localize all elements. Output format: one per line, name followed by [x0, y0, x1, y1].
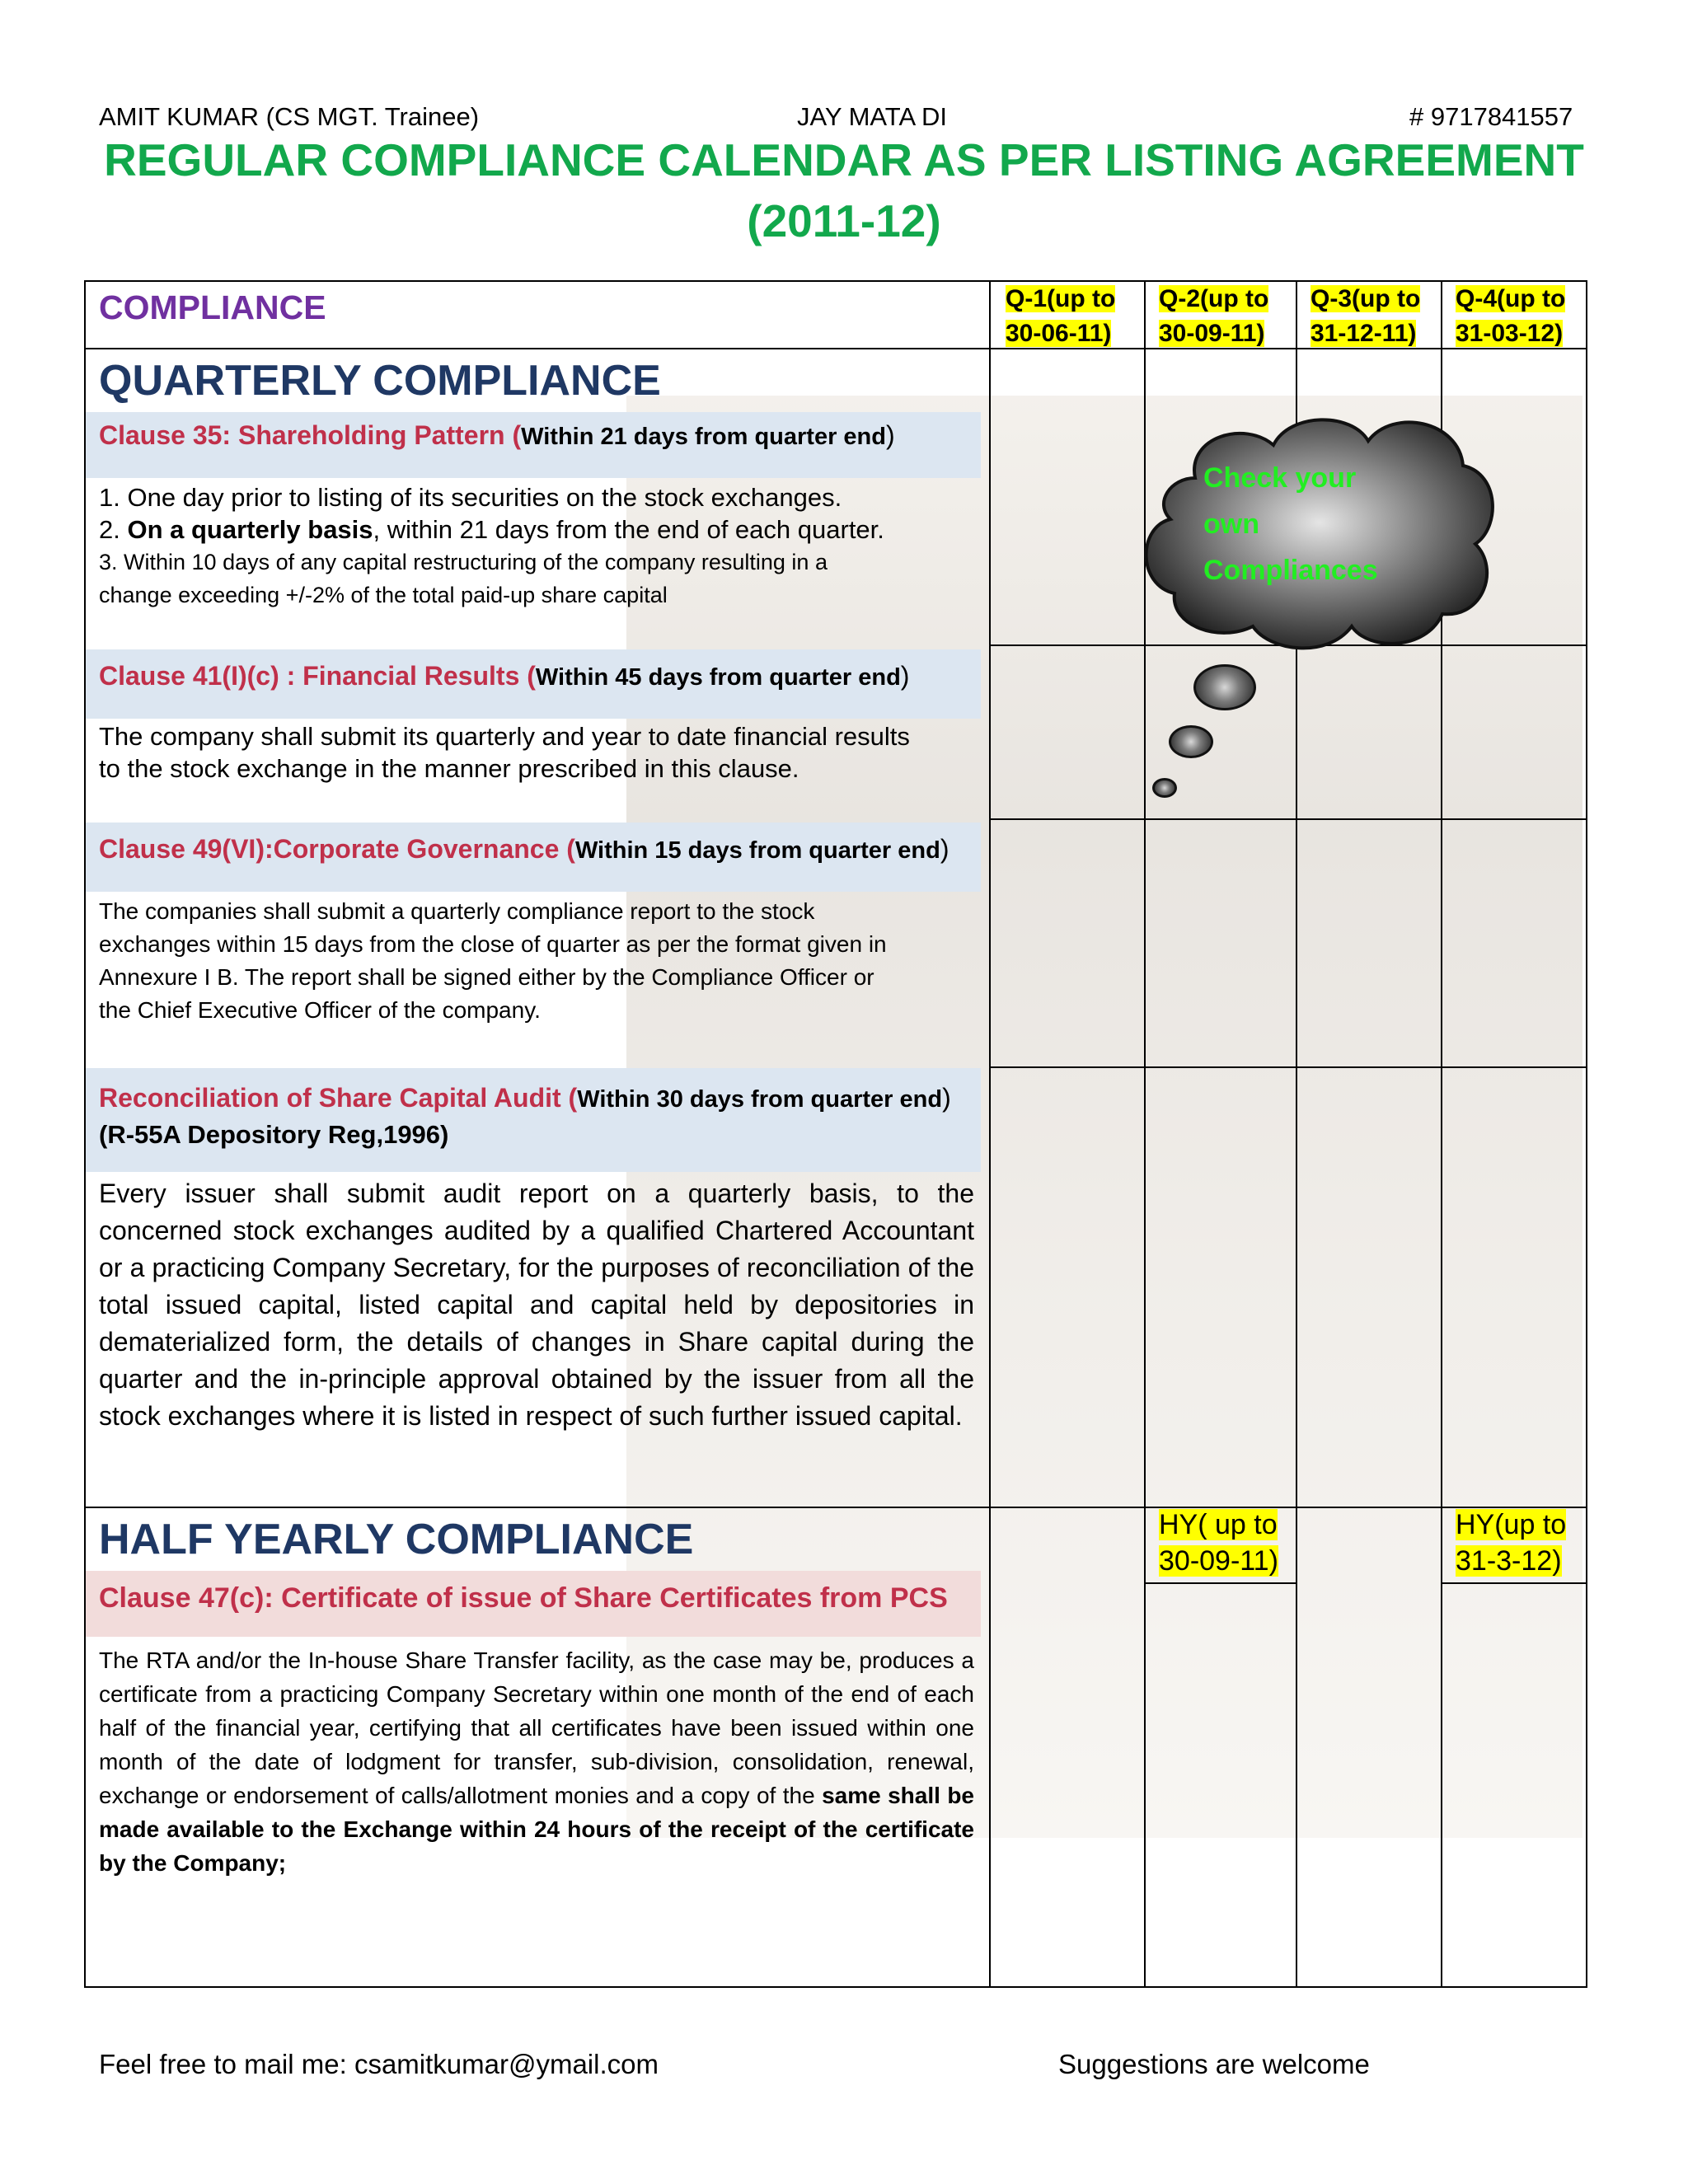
clause41-heading: Clause 41(I)(c) : Financial Results (Within 45 days from quarter end) [86, 649, 981, 719]
header-motto: JAY MATA DI [797, 102, 948, 131]
table-border-right [1586, 280, 1587, 1988]
reconciliation-heading: Reconciliation of Share Capital Audit (Within 30 days from quarter end) (R-55A Depository Reg,1996) [86, 1068, 981, 1172]
clause49-body: The companies shall submit a quarterly compliance report to the stock exchanges within 15 days from the close of quarter as per the format given in Annexure I B. The report shall be signed either by the Compliance Officer or the Chief Executive Officer of the company. [99, 898, 887, 1023]
cloud-text: Check your own Compliances [1203, 462, 1378, 586]
row-divider-halfyearly [84, 1507, 1587, 1508]
compliance-column-header: COMPLIANCE [99, 288, 326, 326]
clause47-heading: Clause 47(c): Certificate of issue of Share Certificates from PCS [86, 1571, 981, 1637]
clause49-heading: Clause 49(VI):Corporate Governance (Within 15 days from quarter end) [86, 823, 981, 892]
clause41-body: The company shall submit its quarterly and year to date financial results to the stock exchange in the manner prescribed in this clause. [99, 722, 910, 783]
page-title-year: (2011-12) [747, 195, 941, 246]
clause47-body: The RTA and/or the In-house Share Transfer facility, as the case may be, produces a certificate from a practicing Company Secretary within one month of the end of each half of the financial year, certifying that all certificates have been issued within one month of the date of lodgment for transfer, sub-division, consolidation, renewal, exchange or endorsement of calls/allotment monies and a copy of the same shall be made available to the Exchange within 24 hours of the receipt of the certificate by the Company; [99, 1647, 974, 1876]
row-divider-2 [989, 818, 1587, 820]
hy-header-2: HY(up to 31-3-12) [1456, 1509, 1567, 1577]
column-divider-q1 [989, 280, 991, 1988]
hy-header-1: HY( up to 30-09-11) [1159, 1509, 1278, 1577]
author-name: AMIT KUMAR (CS MGT. Trainee) [99, 102, 480, 131]
footer-contact: Feel free to mail me: csamitkumar@ymail.com [99, 2049, 659, 2079]
thought-bubble-large-icon [1193, 664, 1256, 710]
clause35-heading: Clause 35: Shareholding Pattern (Within 21 days from quarter end) [86, 412, 981, 478]
quarter-header-q2: Q-2(up to 30-09-11) [1159, 285, 1269, 347]
quarter-header-q1: Q-1(up to 30-06-11) [1006, 285, 1116, 347]
page-title: REGULAR COMPLIANCE CALENDAR AS PER LISTING AGREEMENT [104, 134, 1584, 185]
thought-bubble-small-icon [1152, 778, 1177, 798]
reconciliation-body: Every issuer shall submit audit report on a quarterly basis, to the concerned stock exchanges audited by a qualified Chartered Accountant or a practicing Company Secretary, for the purposes of reconciliation of the total issued capital, listed capital and capital held by depositories in dematerialized form, the details of changes in Share capital during the quarter and the in-principle approval obtained by the issuer from all the stock exchanges where it is listed in respect of such further issued capital. [99, 1179, 974, 1431]
phone-number: # 9717841557 [1409, 102, 1573, 131]
clause35-body: 1. One day prior to listing of its securities on the stock exchanges. 2. On a quarterly basis, within 21 days from the end of each quarter. 3. Within 10 days of any capital restructuring of the company resulting in a change exceeding +/-2% of the total paid-up share capital [99, 483, 884, 607]
quarter-header-q4: Q-4(up to 31-03-12) [1456, 285, 1566, 347]
halfyearly-heading: HALF YEARLY COMPLIANCE [99, 1516, 694, 1563]
table-border-bottom [84, 1986, 1587, 1988]
row-divider-3 [989, 1066, 1587, 1068]
quarter-header-q3: Q-3(up to 31-12-11) [1311, 285, 1421, 347]
footer-suggestions: Suggestions are welcome [1058, 2049, 1370, 2079]
quarterly-heading: QUARTERLY COMPLIANCE [99, 357, 661, 405]
thought-bubble-medium-icon [1169, 725, 1213, 758]
hy1-divider [1144, 1582, 1297, 1584]
hy2-divider [1441, 1582, 1587, 1584]
